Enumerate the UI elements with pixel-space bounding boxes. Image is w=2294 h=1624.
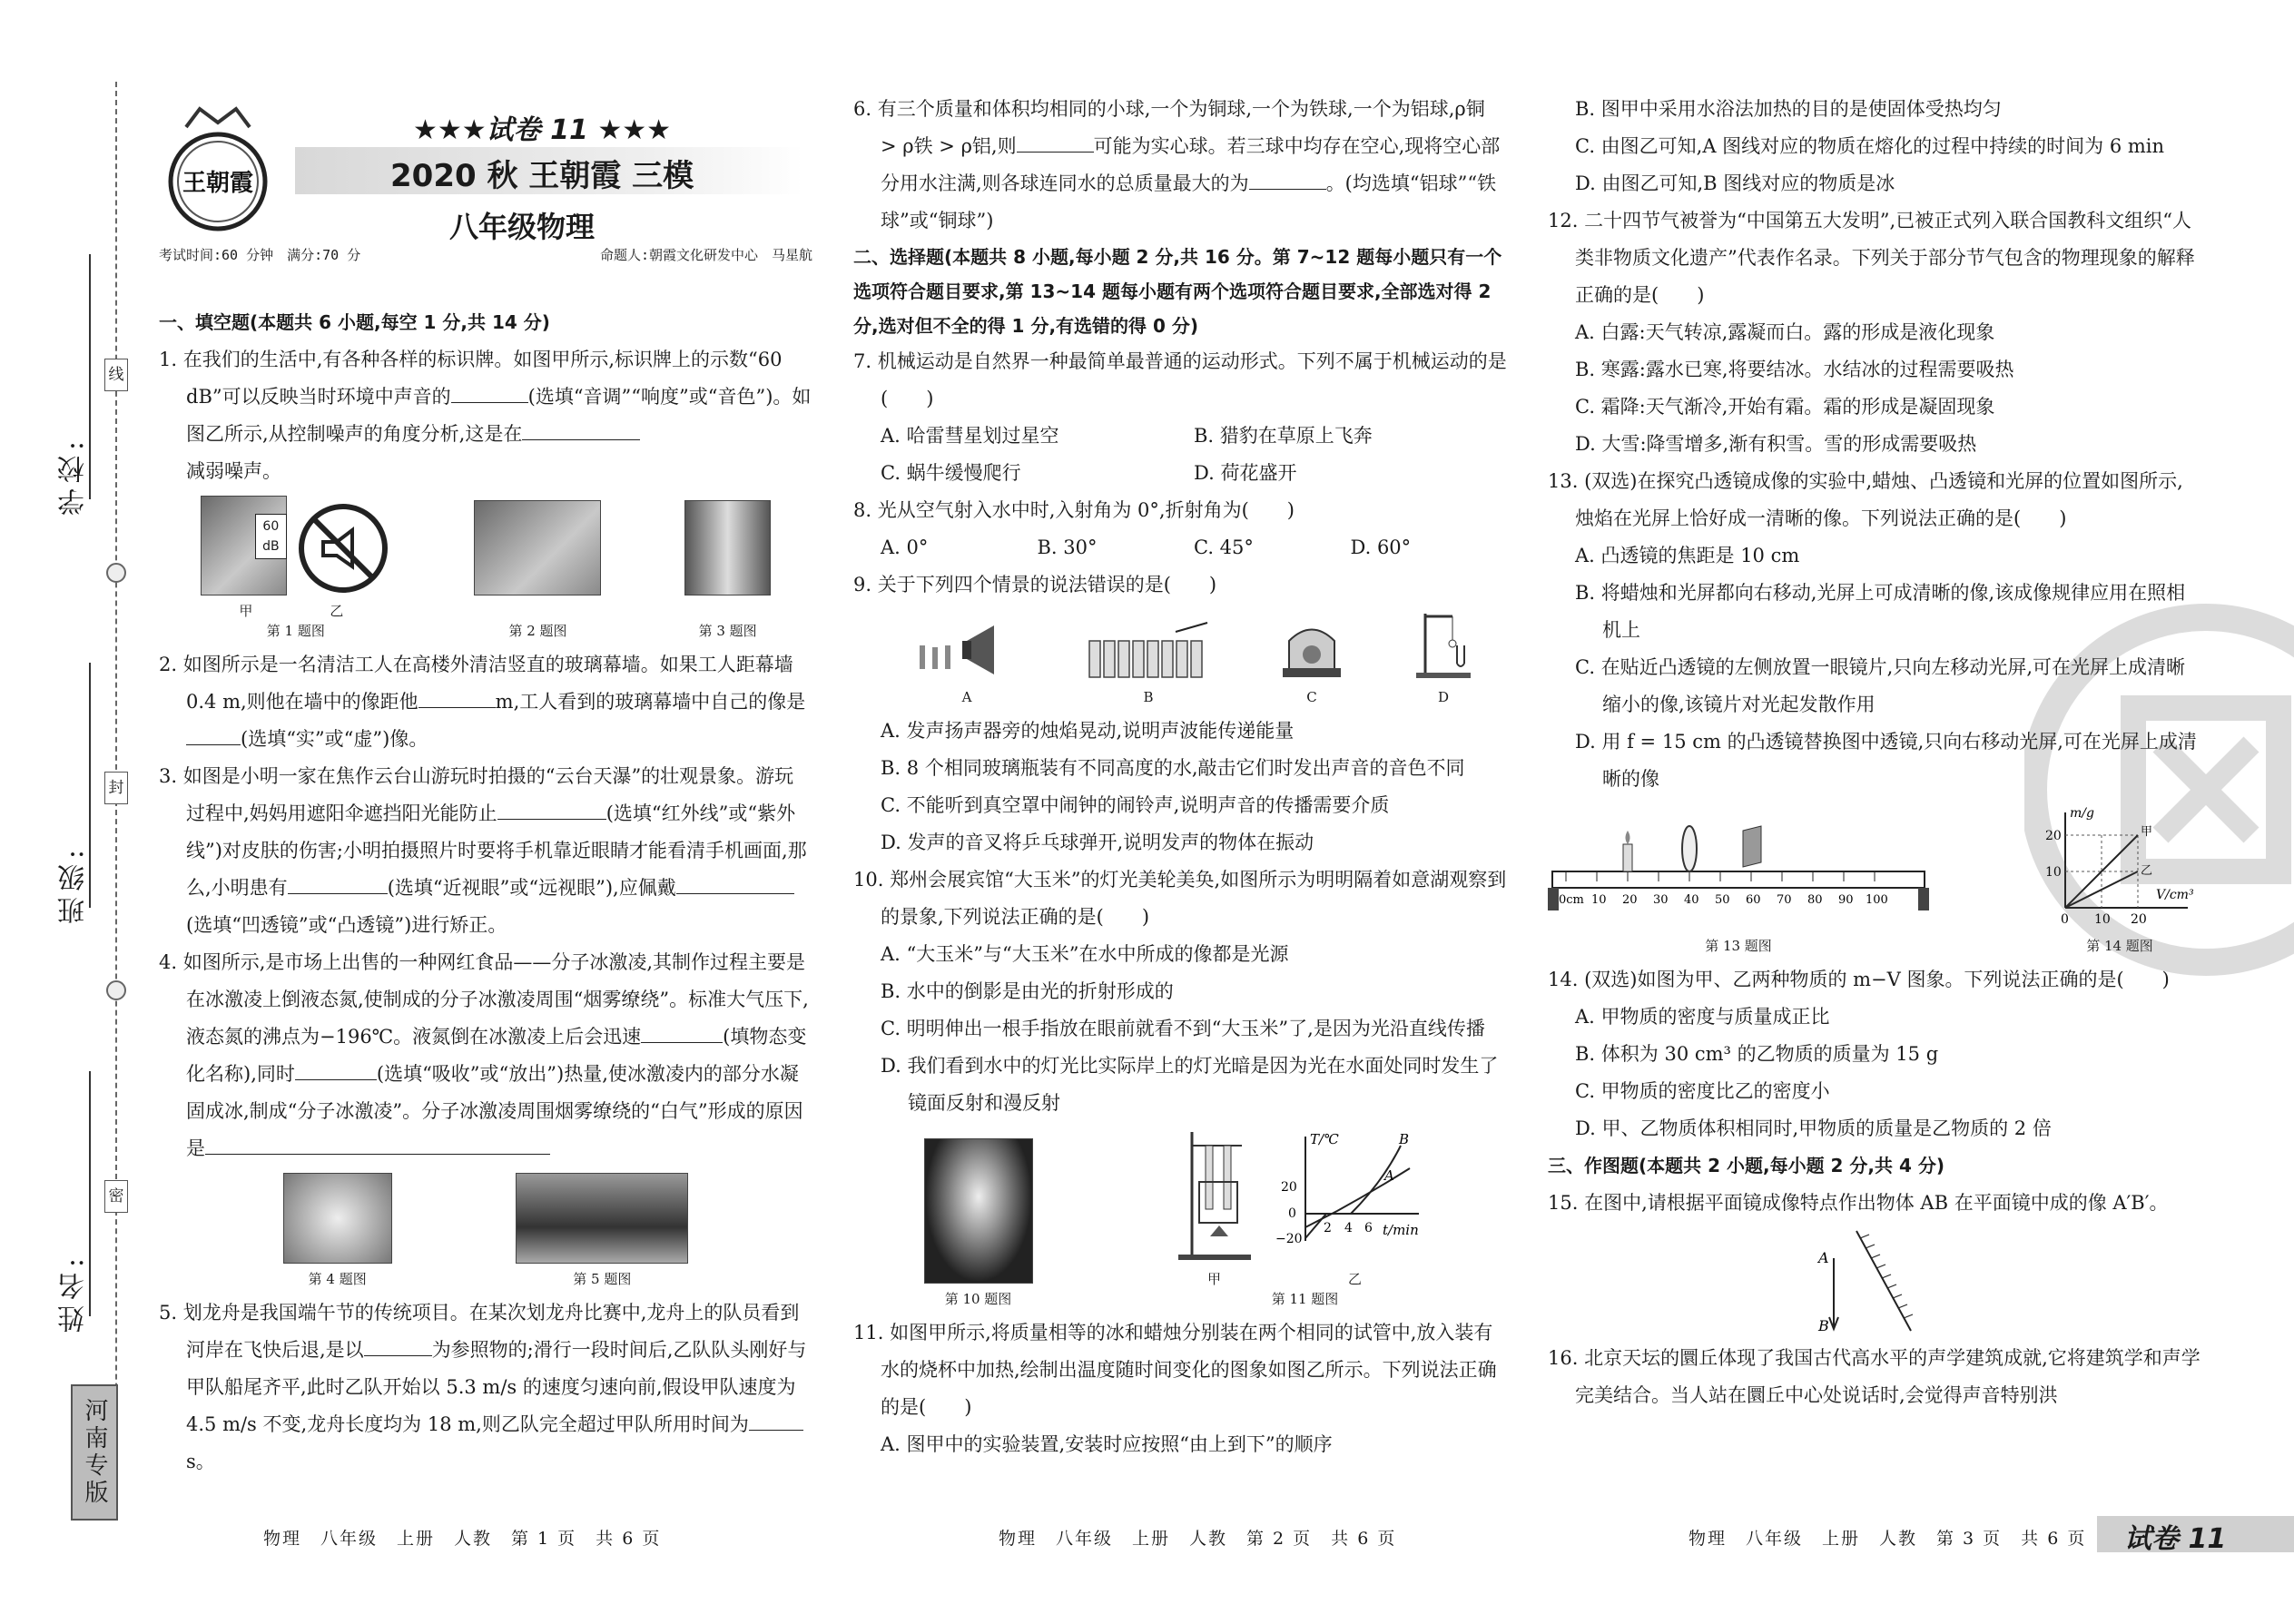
q6-text: 6. 有三个质量和体积均相同的小球,一个为铜球,一个为铁球,一个为铝球,ρ铜 > ρ铁 > ρ铝,则 [853,98,1485,157]
binding-hole-icon [106,980,126,1000]
paper-number: ★★★试卷 11 ★★★ [413,114,672,146]
q1-text-b: (选填“音调”“响度”或“音色”)。如图乙所示,从控制噪声的角度分析,这是在 [186,386,812,445]
q9-option-b[interactable]: B. 8 个相同玻璃瓶装有不同高度的水,敲击它们时发出声音的音色不同 [881,757,1465,779]
ruler-tick-100: 100 [1866,893,1888,907]
bell-jar-icon [1275,618,1348,682]
dragon-boat-photo [516,1173,688,1264]
figure-3 [684,500,771,641]
footer-page-3: 物理 八年级 上册 人教 第 3 页 共 6 页 [1689,1529,2087,1549]
fig11-jia: 甲 [1206,1271,1221,1287]
q10-option-b[interactable]: B. 水中的倒影是由光的折射形成的 [881,980,1174,1002]
ruler-tick-30: 30 [1653,893,1669,907]
figure-4 [283,1173,392,1289]
ruler-tick-0: 0cm [1559,893,1584,907]
fig14-xtick-20: 20 [2131,912,2147,927]
footer-page-2: 物理 八年级 上册 人教 第 2 页 共 6 页 [999,1529,1397,1549]
fig11-xlabel: t/min [1382,1222,1419,1238]
ice-cream-photo [283,1173,392,1264]
blank[interactable] [1017,129,1094,153]
q1-q3-figures [159,496,812,641]
caption-14: 第 14 题图 [2086,938,2153,954]
ruler-tick-90: 90 [1838,893,1854,907]
q9-option-c[interactable]: C. 不能听到真空罩中闹钟的闹铃声,说明声音的传播需要介质 [881,794,1390,816]
waterfall-photo [684,500,771,595]
q2-text-b: m,工人看到的玻璃幕墙中自己的像是 [495,691,806,713]
q14-option-d[interactable]: D. 甲、乙物质体积相同时,甲物质的质量是乙物质的 2 倍 [1575,1117,2052,1139]
db-label: 60 dB [255,514,287,559]
section-drawing: 三、作图题(本题共 2 小题,每小题 2 分,共 4 分) [1548,1155,1945,1176]
q10-option-d[interactable]: D. 我们看到水中的灯光比实际岸上的灯光暗是因为光在水面处同时发生了镜面反射和漫反射 [881,1055,1499,1114]
caption-13: 第 13 题图 [1705,938,1772,954]
fig11-ytick-0: 0 [1287,1206,1296,1221]
q8-option-d[interactable]: D. 60° [1350,536,1412,558]
ruler-tick-20: 20 [1622,893,1638,907]
edition-badge: 河南专版 [71,1384,118,1521]
question-15: 15. 在图中,请根据平面镜成像特点作出物体 AB 在平面镜中成的像 A′B′。 [1548,1192,2169,1214]
q10-q11-figures [853,1127,1507,1309]
question-16: 16. 北京天坛的圜丘体现了我国古代高水平的声学建筑成就,它将建筑学和声学完美结合。当人站在圜丘中心处说话时,会觉得声音特别洪 [1548,1347,2200,1406]
question-10: 10. 郑州会展宾馆“大玉米”的灯光美轮美奂,如图所示为明明隔着如意湖观察到的景象,下列说法正确的是( ) [853,869,1507,928]
seal-char-mi: 密 [104,1180,128,1213]
q9-label-d: D [1437,689,1450,705]
footer-page-1: 物理 八年级 上册 人教 第 1 页 共 6 页 [263,1529,662,1549]
q7-option-b[interactable]: B. 猎豹在草原上飞奔 [1194,425,1373,447]
caption-3: 第 3 题图 [698,623,757,639]
fig14-jia: 甲 [2141,825,2153,839]
caption-2: 第 2 题图 [508,623,567,639]
mirror-object-diagram [1811,1222,1993,1340]
q9-figure-d [1412,609,1475,707]
question-1 [159,341,812,490]
speaker-candle-icon [912,618,1021,682]
question-9: 9. 关于下列四个情景的说法错误的是( ) [853,574,1217,595]
q14-option-b[interactable]: B. 体积为 30 cm³ 的乙物质的质量为 15 g [1575,1043,1939,1065]
exam-time: 考试时间:60 分钟 满分:70 分 [159,247,361,263]
logo-emblem [159,100,277,236]
question-13: 13. (双选)在探究凸透镜成像的实验中,蜡烛、凸透镜和光屏的位置如图所示,烛焰在光屏上恰好成一清晰的像。下列说法正确的是( ) [1548,470,2183,529]
q13-option-b[interactable]: B. 将蜡烛和光屏都向右移动,光屏上可成清晰的像,该成像规律应用在照相机上 [1575,582,2186,641]
q9-figure-c [1275,618,1348,707]
q4-q5-figures [159,1173,812,1289]
q8-option-c[interactable]: C. 45° [1194,536,1254,558]
column-2 [853,91,1507,1463]
optical-bench [1548,822,1929,930]
q12-option-d[interactable]: D. 大雪:降雪增多,渐有积雪。雪的形成需要吸热 [1575,433,1977,455]
blank[interactable] [288,871,388,894]
q4-text: 4. 如图所示,是市场上出售的一种网红食品——分子冰激凌,其制作过程主要是在冰激凌上倒液态氮,使制成的分子冰激凌周围“烟雾缭绕”。标准大气压下,液态氮的沸点为−196℃。液氮倒在冰激凌上后会迅速 [159,951,809,1048]
q7-option-c[interactable]: C. 蜗牛缓慢爬行 [881,462,1021,484]
fig11-ylabel: T/℃ [1309,1131,1339,1147]
subject-title: 八年级物理 [449,210,596,244]
exam-author: 命题人:朝霞文化研发中心 马星航 [599,247,812,263]
q15-point-a: A [1818,1249,1829,1266]
q14-option-c[interactable]: C. 甲物质的密度比乙的密度小 [1575,1080,1830,1102]
exam-header [159,91,812,300]
q7-options [853,418,1507,492]
caption-11: 第 11 题图 [1271,1291,1339,1307]
q13-option-d[interactable]: D. 用 f = 15 cm 的凸透镜替换图中透镜,只向右移动光屏,可在光屏上成清晰的像 [1575,731,2197,790]
question-12: 12. 二十四节气被誉为“中国第五大发明”,已被正式列入联合国教科文组织“人类非物质文化遗产”代表作名录。下列关于部分节气包含的物理现象的解释正确的是( ) [1548,210,2195,306]
q1-text: 1. 在我们的生活中,有各种各样的标识牌。如图甲所示,标识牌上的示数“60 dB”可以反映当时环境中声音的 [159,349,783,408]
q6-text-c: 。(均选填“铝球”“铁球”或“铜球”) [881,172,1497,231]
section-fill-blank: 一、填空题(本题共 6 小题,每空 1 分,共 14 分) [159,311,550,333]
fig11-yi: 乙 [1347,1271,1362,1287]
seal-char-xian: 线 [104,359,128,391]
q3-text-c: (选填“近视眼”或“远视眼”),应佩戴 [387,877,676,899]
fig14-xtick-10: 10 [2094,912,2111,927]
figure-11 [1174,1127,1437,1309]
section-choice: 二、选择题(本题共 8 小题,每小题 2 分,共 16 分。第 7~12 题每小题只有一个选项符合题目要求,第 13~14 题每小题有两个选项符合题目要求,全部选对得 2 分,选对但不全的得 1 分,有选错的得 0 分) [853,246,1502,337]
q11-option-a[interactable]: A. 图甲中的实验装置,安装时应按照“由上到下”的顺序 [881,1433,1333,1455]
blank[interactable] [295,1057,377,1080]
fig11-xtick-4: 4 [1344,1221,1353,1235]
q5-text-c: s。 [186,1451,215,1472]
q9-label-a: A [961,689,972,705]
q8-option-a[interactable]: A. 0° [881,536,929,558]
temperature-time-graph [1274,1127,1437,1264]
q9-label-c: C [1306,689,1317,705]
fig14-xlabel: V/cm³ [2156,888,2194,902]
q10-option-c[interactable]: C. 明明伸出一根手指放在眼前就看不到“大玉米”了,是因为光沿直线传播 [881,1018,1485,1039]
question-8: 8. 光从空气射入水中时,入射角为 0°,折射角为( ) [853,499,1295,521]
fig14-ytick-20: 20 [2045,829,2062,843]
q5-text-b: 为参照物的;滑行一段时间后,乙队队头刚好与甲队船尾齐平,此时乙队开始以 5.3 m/s 的速度匀速向前,假设甲队速度为 4.5 m/s 不变,龙舟长度均为 18 m,则乙队完全超过甲队所用时间为 [186,1339,807,1435]
blank[interactable] [522,417,640,440]
q3-text-b: (选填“红外线”或“紫外线”)对皮肤的伤害;小明拍摄照片时要将手机靠近眼睛才能看清手机画面,那么,小明患有 [186,802,807,899]
caption-5: 第 5 题图 [573,1271,632,1287]
q8-option-b[interactable]: B. 30° [1037,536,1098,558]
figure-10 [924,1138,1033,1309]
q5-text: 5. 划龙舟是我国端午节的传统项目。在某次划龙舟比赛中,龙舟上的队员看到河岸在飞快后退,是以 [159,1302,800,1361]
figure-5 [516,1173,688,1289]
blank[interactable] [497,796,606,820]
q6-text-b: 可能为实心球。若三球中均存在空心,现将空心部分用水注满,则各球连同水的总质量最大的为 [881,135,1501,194]
question-11: 11. 如图甲所示,将质量相等的冰和蜡烛分别装在两个相同的试管中,放入装有水的烧杯中加热,绘制出温度随时间变化的图象如图乙所示。下列说法正确的是( ) [853,1322,1497,1418]
question-5 [159,1294,812,1481]
caption-10: 第 10 题图 [944,1291,1012,1307]
svg-text:王朝霞: 王朝霞 [182,170,254,197]
exam-info [159,245,812,264]
fig11-xtick-6: 6 [1364,1221,1373,1235]
ruler-tick-60: 60 [1746,893,1761,907]
q2-text: 2. 如图所示是一名清洁工人在高楼外清洁竖直的玻璃幕墙。如果工人距幕墙 0.4 m,则他在墙中的像距他 [159,654,793,713]
caption-1: 第 1 题图 [266,623,325,639]
q3-text-d: (选填“凹透镜”或“凸透镜”)进行矫正。 [186,914,507,936]
blank[interactable] [418,684,496,708]
school-label: 学校: [58,436,90,517]
blank[interactable] [1249,166,1326,190]
question-2 [159,646,812,758]
q9-figure-a [912,618,1021,707]
q2-text-c: (选填“实”或“虚”)像。 [241,728,428,750]
water-bath-apparatus-icon [1174,1127,1255,1264]
exam-title: 2020 秋 王朝霞 三模 [390,158,694,194]
no-horn-icon [296,501,391,596]
fig14-ytick-10: 10 [2045,865,2062,880]
q15-figure [1548,1222,2201,1340]
window-cleaner-photo [474,500,601,595]
q7-option-d[interactable]: D. 荷花盛开 [1194,462,1297,484]
q15-point-b: B [1818,1317,1829,1334]
q13-option-c[interactable]: C. 在贴近凸透镜的左侧放置一眼镜片,只向左移动光屏,可在光屏上成清晰缩小的像,该镜片对光起发散作用 [1575,656,2186,715]
q9-option-d[interactable]: D. 发声的音叉将乒乓球弹开,说明发声的物体在振动 [881,832,1314,853]
blank[interactable] [749,1407,803,1431]
q11-option-c[interactable]: C. 由图乙可知,A 图线对应的物质在熔化的过程中持续的时间为 6 min [1575,135,2165,157]
ruler-tick-10: 10 [1591,893,1607,907]
fig11-xtick-2: 2 [1323,1221,1332,1235]
corn-building-photo [924,1138,1033,1284]
blank[interactable] [676,871,794,894]
q12-option-c[interactable]: C. 霜降:天气渐冷,开始有霜。霜的形成是凝固现象 [1575,396,1995,418]
question-7: 7. 机械运动是自然界一种最简单最普通的运动形式。下列不属于机械运动的是( ) [853,350,1507,409]
blank[interactable] [364,1333,432,1356]
question-3 [159,758,812,944]
blank[interactable] [186,722,241,745]
fig14-ylabel: m/g [2070,806,2094,821]
fig11-ytick-20: 20 [1280,1180,1297,1195]
name-label: 姓名: [58,1253,90,1334]
confidential-seal-watermark [2024,599,2294,980]
column-1 [159,304,812,1481]
footer-paper-number: 试卷 11 [2124,1523,2227,1555]
q13-option-a[interactable]: A. 凸透镜的焦距是 10 cm [1575,545,1800,566]
fig1-jia: 甲 [239,603,253,619]
class-label: 班级: [58,844,90,925]
q1-text-c: 减弱噪声。 [186,460,281,482]
figure-1 [201,496,391,641]
q4-text-c: (选填“吸收”或“放出”)热量,使冰激凌内的部分水凝固成冰,制成“分子冰激凌”。分子冰激凌周围烟雾缭绕的“白气”形成的原因是 [186,1063,803,1159]
q7-option-a[interactable]: A. 哈雷彗星划过星空 [881,425,1059,447]
q4-text-b: (填物态变化名称),同时 [186,1026,807,1085]
q14-option-a[interactable]: A. 甲物质的密度与质量成正比 [1575,1006,1830,1028]
question-6 [853,91,1507,240]
fig11-label-a: A [1383,1167,1394,1184]
q12-option-a[interactable]: A. 白露:天气转凉,露凝而白。露的形成是液化现象 [1575,321,1995,343]
q9-option-a[interactable]: A. 发声扬声器旁的烛焰晃动,说明声波能传递能量 [881,720,1295,742]
question-14: 14. (双选)如图为甲、乙两种物质的 m−V 图象。下列说法正确的是( ) [1548,969,2170,990]
question-4 [159,944,812,1167]
fig11-label-b: B [1398,1131,1409,1147]
q11-option-b[interactable]: B. 图甲中采用水浴法加热的目的是使固体受热均匀 [1575,98,2002,120]
ruler-tick-80: 80 [1807,893,1823,907]
fig11-ytick-neg20: −20 [1275,1232,1303,1246]
ruler-tick-70: 70 [1777,893,1792,907]
q9-label-b: B [1143,689,1154,705]
figure-2 [474,500,601,641]
figure-13 [1548,822,1929,956]
tuning-fork-icon [1412,609,1475,682]
ruler-tick-50: 50 [1715,893,1730,907]
seal-char-feng: 封 [104,772,128,804]
q10-option-a[interactable]: A. “大玉米”与“大玉米”在水中所成的像都是光源 [881,943,1289,965]
q8-options [853,529,1507,566]
q12-option-b[interactable]: B. 寒露:露水已寒,将要结冰。水结冰的过程需要吸热 [1575,359,2014,380]
blank[interactable] [451,379,528,403]
caption-4: 第 4 题图 [308,1271,367,1287]
binding-hole-icon [106,563,126,583]
fig14-xtick-0: 0 [2061,912,2069,927]
q3-text: 3. 如图是小明一家在焦作云台山游玩时拍摄的“云台天瀑”的壮观景象。游玩过程中,妈妈用遮阳伞遮挡阳光能防止 [159,765,794,824]
blank[interactable] [205,1131,550,1155]
q9-figures [853,609,1507,707]
fig1-yi: 乙 [330,603,344,619]
q11-option-d[interactable]: D. 由图乙可知,B 图线对应的物质是冰 [1575,172,1895,194]
ruler-tick-40: 40 [1684,893,1699,907]
fig14-yi: 乙 [2141,864,2153,878]
blank[interactable] [641,1019,723,1043]
glass-bottles-icon [1085,618,1212,682]
q9-figure-b [1085,618,1212,707]
